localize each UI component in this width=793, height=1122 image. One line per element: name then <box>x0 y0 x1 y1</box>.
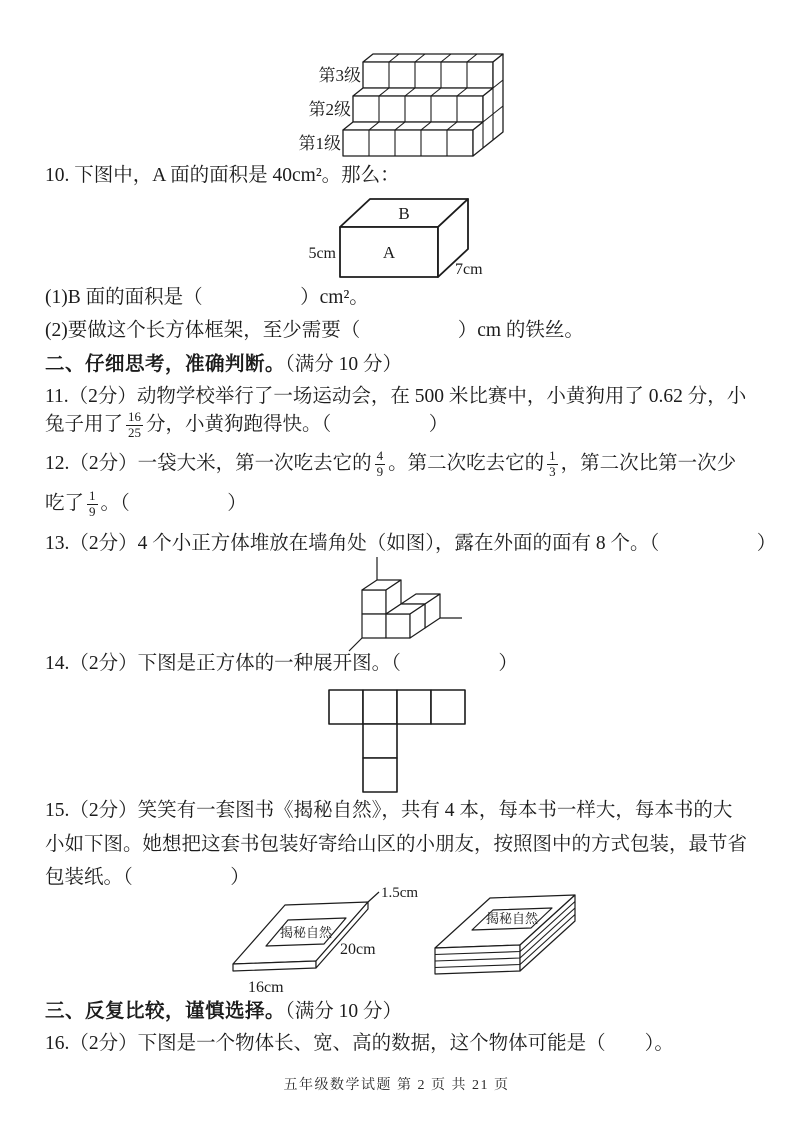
question-12-line2 <box>45 489 247 520</box>
question-15-line2: 小如下图。她想把这套书包装好寄给山区的小朋友，按照图中的方式包装，最节省 <box>45 834 748 855</box>
cube-net-svg <box>327 688 467 794</box>
cuboid-box-svg <box>305 192 495 282</box>
staircase-level1-label: 第1级 <box>298 134 341 153</box>
box-depth-label: 7cm <box>455 261 483 278</box>
question-12-line1 <box>45 449 736 480</box>
question-16-text: 16.（2分）下图是一个物体长、宽、高的数据，这个物体可能是（ ）。 <box>45 1033 674 1054</box>
corner-cubes-figure <box>332 554 472 654</box>
section-2-score: （满分 10 分） <box>285 354 403 375</box>
cuboid-box-figure <box>305 192 495 282</box>
single-book-figure <box>228 884 440 996</box>
book-width-label: 16cm <box>248 979 284 996</box>
staircase-level3-label: 第3级 <box>318 66 361 85</box>
fraction-4-9: $\frac{4}{9}$ <box>376 448 384 479</box>
staircase-cubes-svg <box>275 48 510 160</box>
text-run: ，第二次比第一次少 <box>560 453 737 475</box>
book-stack-figure <box>432 888 617 993</box>
cube-net-figure <box>327 688 467 794</box>
box-front-face-label: A <box>382 243 396 262</box>
box-top-face-label: B <box>398 204 410 223</box>
text-run: 分，小黄狗跑得快。（ ） <box>146 414 449 436</box>
text-run: 吃了 <box>45 493 85 515</box>
question-14-text: 14.（2分）下图是正方体的一种展开图。（ ） <box>45 653 518 674</box>
box-height-label: 5cm <box>308 245 336 262</box>
section-3-score: （满分 10 分） <box>285 1001 403 1022</box>
fraction-1-3: $\frac{1}{3}$ <box>549 448 556 479</box>
text-run: 12.（2分）一袋大米，第一次吃去它的 <box>45 453 372 475</box>
staircase-cubes-figure <box>275 48 510 160</box>
book-stack-svg <box>432 888 617 993</box>
single-book-cover-title: 揭秘自然 <box>279 925 333 940</box>
book-length-label: 20cm <box>340 941 376 958</box>
book-thickness-label: 1.5cm <box>381 885 419 901</box>
question-11-line2 <box>45 410 448 441</box>
text-run: 。第二次吃去它的 <box>388 453 545 475</box>
page-footer: 五年级数学试题 第 2 页 共 21 页 <box>283 1078 510 1093</box>
fraction-16-25: $\frac{16}{25}$ <box>128 409 142 440</box>
single-book-svg <box>228 884 440 996</box>
text-run: 兔子用了 <box>45 414 124 436</box>
text-run: 。（ ） <box>100 493 247 515</box>
question-10-sub2: (2)要做这个长方体框架，至少需要（ ）cm 的铁丝。 <box>45 320 584 341</box>
section-3-heading <box>45 997 402 1026</box>
question-11-line1: 11.（2分）动物学校举行了一场运动会，在 500 米比赛中，小黄狗用了 0.62 分，小 <box>45 386 747 407</box>
question-10-sub1: (1)B 面的面积是（ ）cm²。 <box>45 287 369 308</box>
question-13-text: 13.（2分）4 个小正方体堆放在墙角处（如图），露在外面的面有 8 个。（ ） <box>45 533 777 554</box>
staircase-level2-label: 第2级 <box>308 100 351 119</box>
corner-cubes-svg <box>332 554 472 654</box>
question-15-line3: 包装纸。（ ） <box>45 867 250 888</box>
section-2-heading <box>45 350 402 379</box>
book-stack-cover-title: 揭秘自然 <box>485 911 539 926</box>
question-10-stem: 10. 下图中，A 面的面积是 40cm²。那么： <box>45 165 400 186</box>
fraction-1-9: $\frac{1}{9}$ <box>89 488 96 519</box>
section-3-title: 三、反复比较，谨慎选择。 <box>45 1000 286 1022</box>
question-15-line1: 15.（2分）笑笑有一套图书《揭秘自然》，共有 4 本，每本书一样大，每本书的大 <box>45 800 733 821</box>
section-2-title: 二、仔细思考，准确判断。 <box>45 353 286 375</box>
